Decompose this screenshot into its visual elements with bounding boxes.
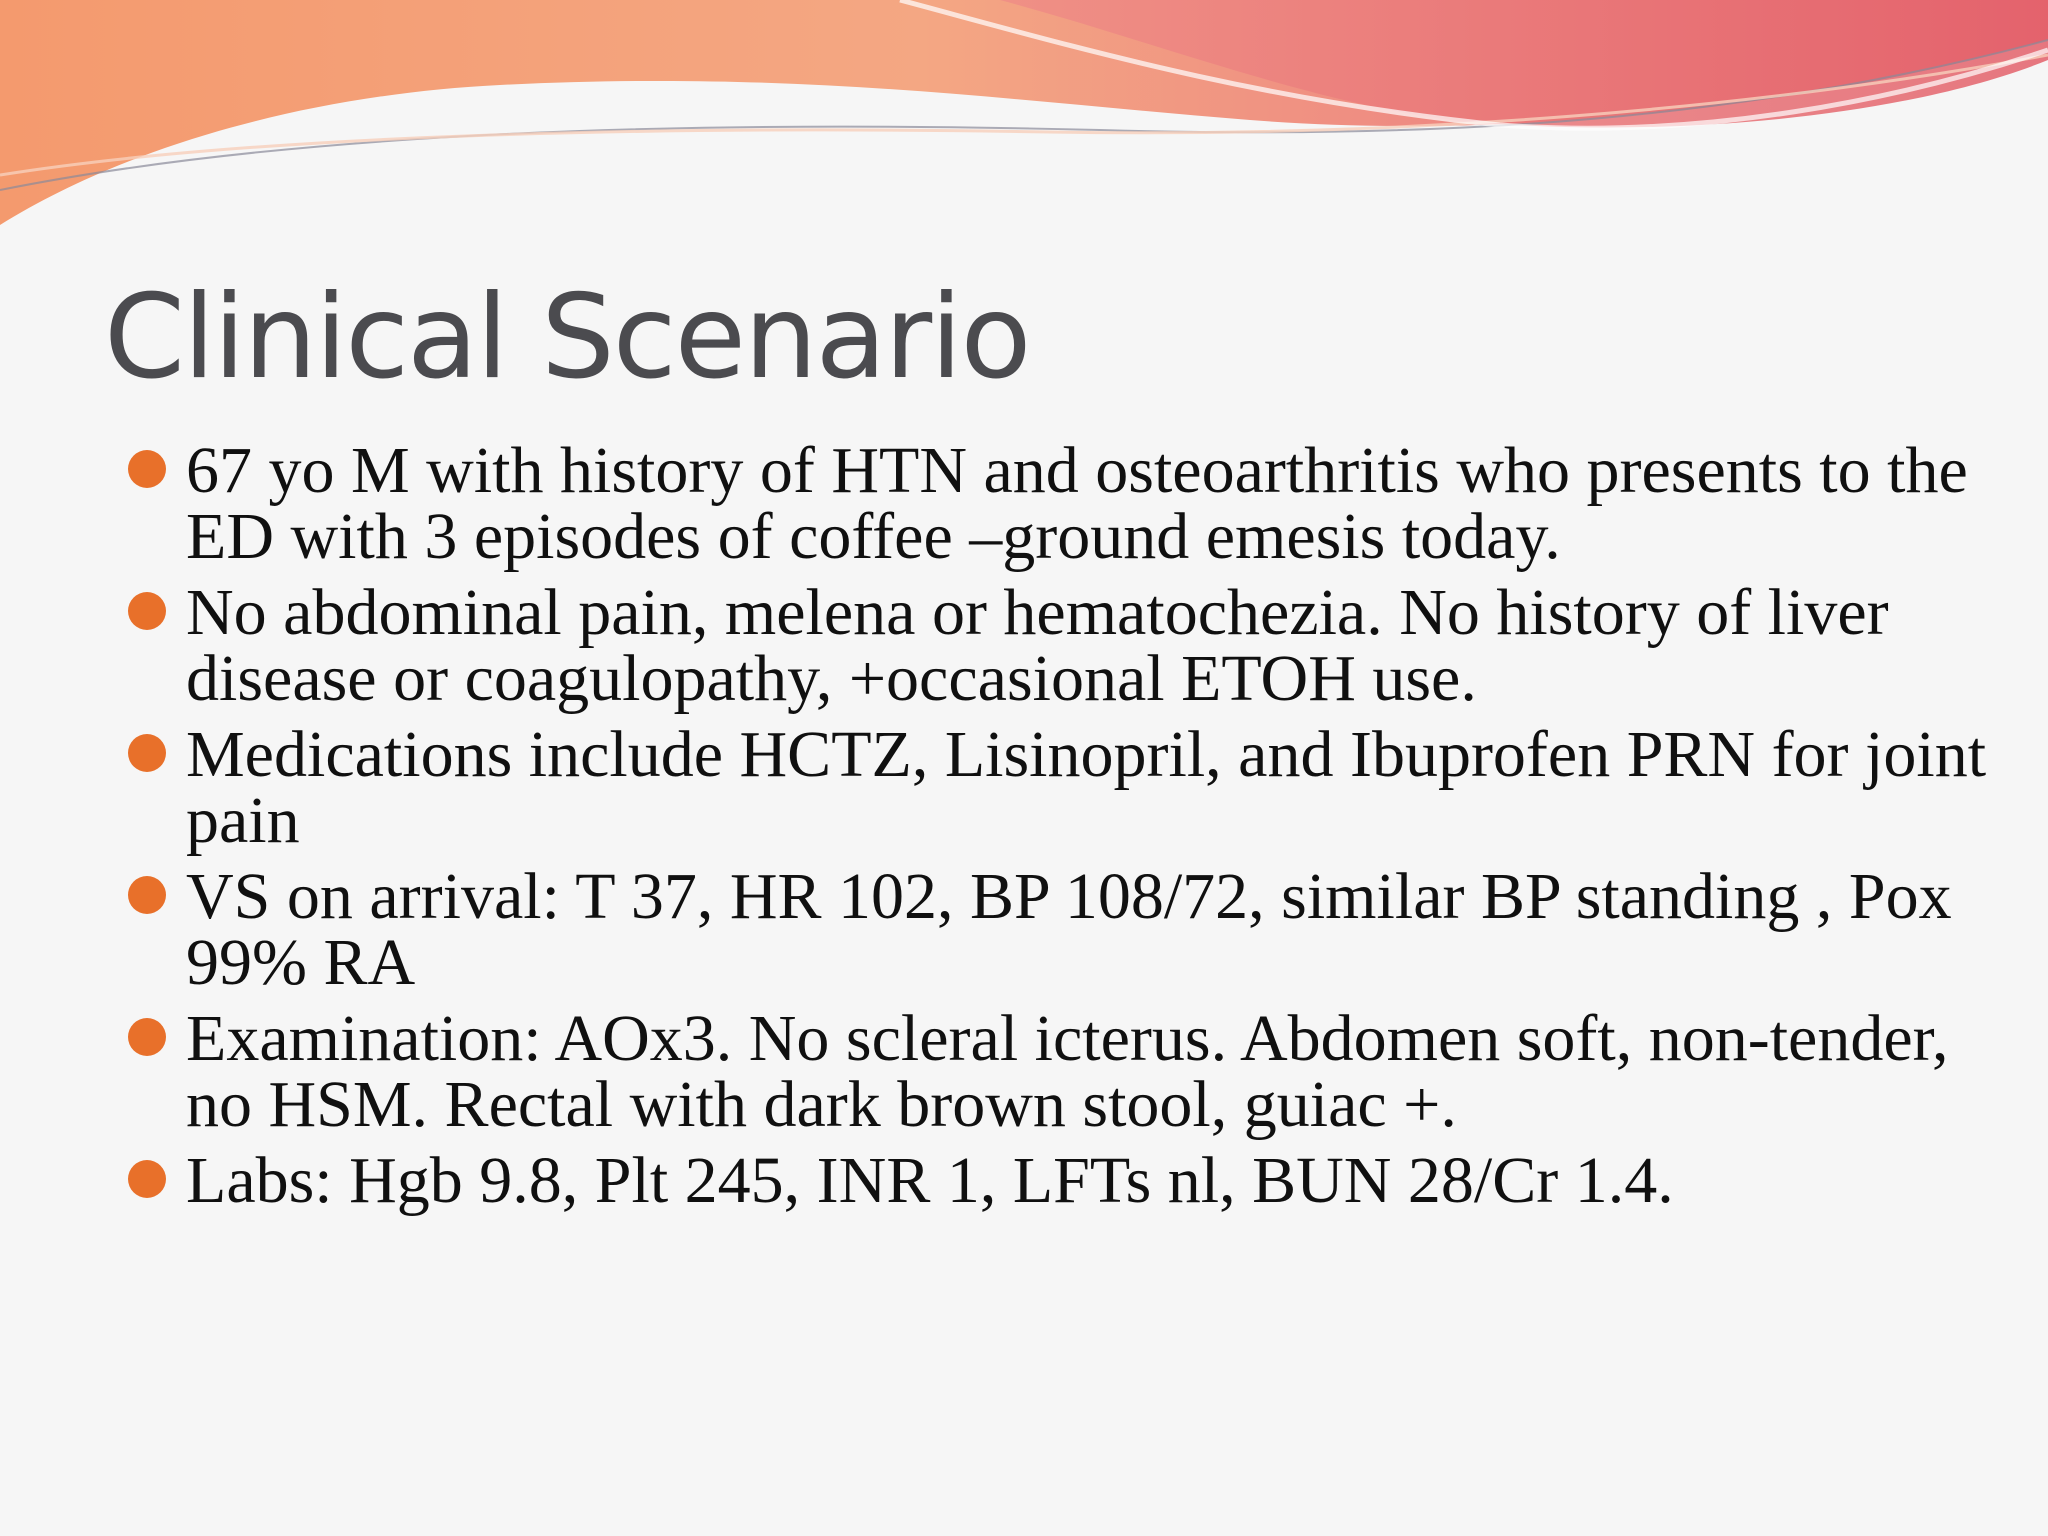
bullet-text: Examination: AOx3. No scleral icterus. Abdomen soft, non-tender, no HSM. Rectal with dark brown stool, guiac +. xyxy=(186,1002,1949,1141)
bullet-text: VS on arrival: T 37, HR 102, BP 108/72, similar BP standing , Pox 99% RA xyxy=(186,860,1952,999)
bullet-item xyxy=(126,860,2006,999)
slide-title: Clinical Scenario xyxy=(104,270,1030,405)
bullet-dot-icon xyxy=(128,876,166,914)
bullet-text: Medications include HCTZ, Lisinopril, and Ibuprofen PRN for joint pain xyxy=(186,718,1987,857)
bullet-dot-icon xyxy=(128,1160,166,1198)
bullet-text: 67 yo M with history of HTN and osteoarthritis who presents to the ED with 3 episodes of coffee –ground emesis today. xyxy=(186,434,1968,573)
bullet-item xyxy=(126,718,2006,857)
bullet-text: Labs: Hgb 9.8, Plt 245, INR 1, LFTs nl, BUN 28/Cr 1.4. xyxy=(186,1144,1674,1217)
bullet-dot-icon xyxy=(128,450,166,488)
bullet-dot-icon xyxy=(128,1018,166,1056)
bullet-item xyxy=(126,1002,2006,1141)
bullet-text: No abdominal pain, melena or hematochezia. No history of liver disease or coagulopathy, +occasional ETOH use. xyxy=(186,576,1889,715)
bullet-item xyxy=(126,1144,2006,1217)
bullet-dot-icon xyxy=(128,734,166,772)
bullet-item xyxy=(126,434,2006,573)
bullet-dot-icon xyxy=(128,592,166,630)
bullet-list xyxy=(126,434,2006,1224)
bullet-item xyxy=(126,576,2006,715)
header-wave-decoration xyxy=(0,0,2048,240)
